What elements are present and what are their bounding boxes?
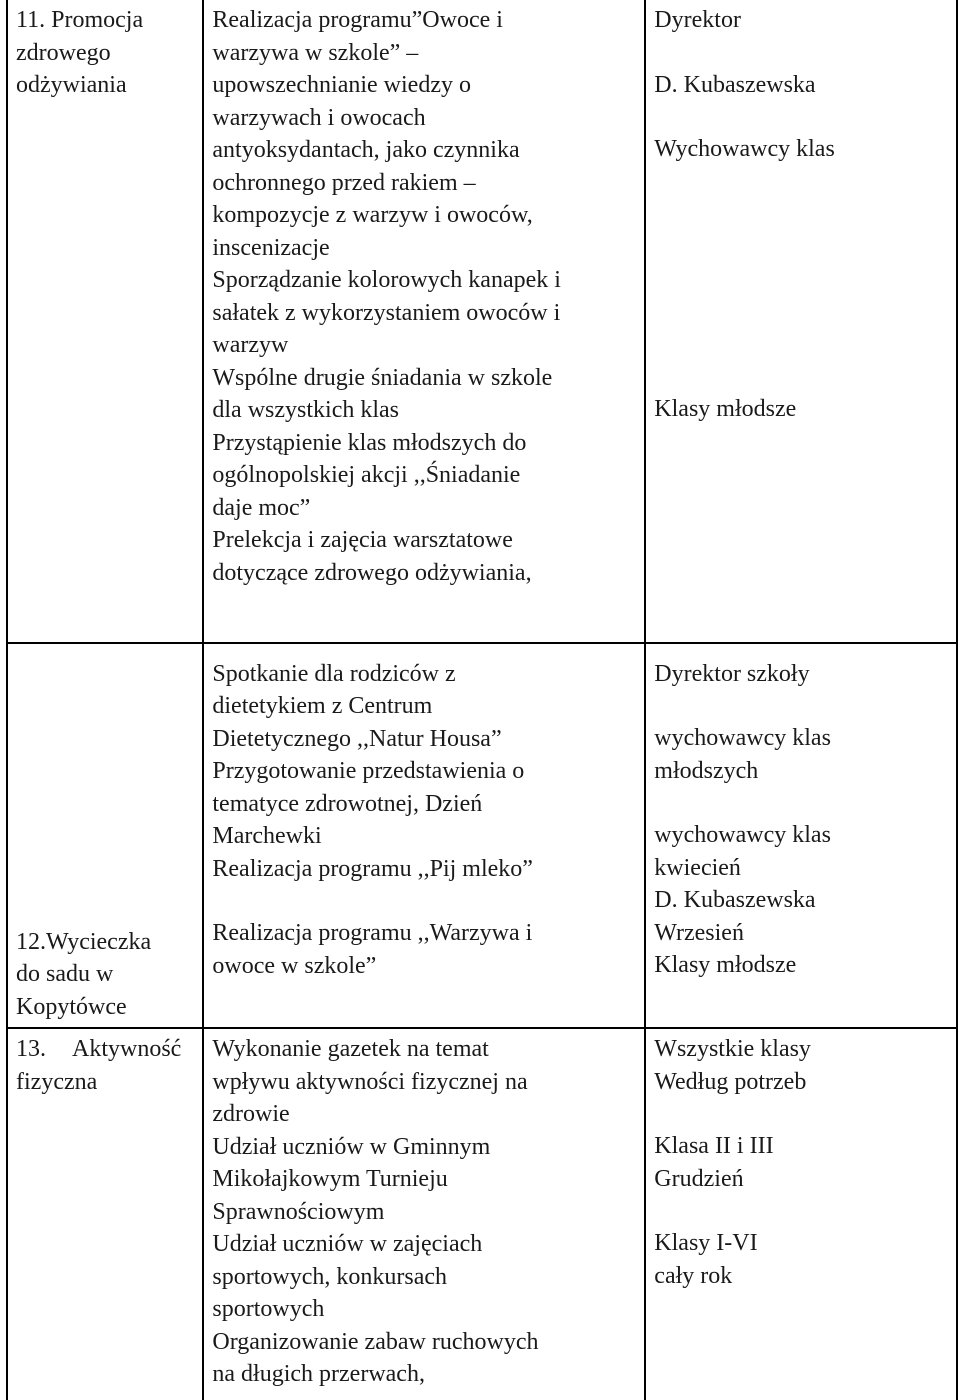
activity-line: Wykonanie gazetek na temat (212, 1036, 489, 1063)
activity-line: upowszechnianie wiedzy o (212, 72, 471, 98)
activity-line: inscenizacje (212, 234, 330, 261)
activity-line: Marchewki (212, 823, 322, 850)
table-row (7, 0, 957, 643)
activity-line: ogólnopolskiej akcji ,,Śniadanie (212, 462, 521, 488)
activity-line: dotyczące zdrowego odżywiania, (212, 559, 532, 586)
responsible-cell (645, 643, 957, 1028)
activities-cell (203, 643, 645, 1028)
responsible-cell (645, 0, 957, 643)
responsible-line: cały rok (654, 1262, 733, 1289)
activity-line: Realizacja programu”Owoce i (212, 7, 503, 33)
activity-line: warzyw (212, 332, 289, 358)
topic-cell (7, 643, 203, 1028)
activity-line: warzywach i owocach (212, 104, 426, 131)
topic-cell (7, 0, 203, 643)
activity-line: warzywa w szkole” – (212, 39, 419, 66)
activity-line: daje moc” (212, 494, 311, 521)
activity-line: dietetykiem z Centrum (212, 693, 433, 720)
topic-line: 12.Wycieczka (16, 928, 152, 955)
responsible-line: kwiecień (654, 854, 741, 881)
responsible-line: Według potrzeb (654, 1068, 807, 1095)
topic-line: 11. Promocja (16, 7, 144, 33)
responsible-line: D. Kubaszewska (654, 887, 816, 914)
activity-line: kompozycje z warzyw i owoców, (212, 202, 533, 228)
responsible-line: wychowawcy klas (654, 822, 831, 849)
activity-line: Spotkanie dla rodziców z (212, 660, 456, 687)
responsible-line: wychowawcy klas (654, 725, 831, 752)
responsible-target: Klasy młodsze (654, 395, 797, 422)
activity-line: Realizacja programu ,,Warzywa i (212, 920, 533, 947)
activity-line: zdrowie (212, 1101, 290, 1128)
responsible-name: D. Kubaszewska (654, 71, 816, 98)
activity-line: Mikołajkowym Turnieju (212, 1166, 448, 1193)
topic-word: Aktywność (72, 1036, 182, 1063)
activity-line: dla wszystkich klas (212, 397, 400, 423)
activity-line: Organizowanie zabaw ruchowych (212, 1328, 539, 1355)
topic-line: zdrowego (16, 39, 111, 66)
responsible-line: Grudzień (654, 1165, 744, 1192)
activity-line: Prelekcja i zajęcia warsztatowe (212, 527, 513, 553)
activity-line: Przygotowanie przedstawienia o (212, 758, 525, 785)
topic-line: Kopytówce (16, 993, 127, 1020)
responsible-line: Klasa II i III (654, 1133, 774, 1160)
topic-line: fizyczna (16, 1068, 98, 1095)
activity-line: ochronnego przed rakiem – (212, 169, 476, 196)
responsible-teachers: Wychowawcy klas (654, 136, 835, 162)
responsible-cell (645, 1028, 957, 1400)
activity-line: Wspólne drugie śniadania w szkole (212, 364, 553, 391)
activity-line: sportowych (212, 1296, 325, 1323)
activity-line: antyoksydantach, jako czynnika (212, 137, 520, 163)
responsible-line: Wszystkie klasy (654, 1036, 811, 1063)
responsible-line: Klasy I-VI (654, 1230, 758, 1257)
responsible-line: Klasy młodsze (654, 952, 797, 979)
activities-cell (203, 1028, 645, 1400)
activities-cell (203, 0, 645, 643)
activity-line: Sporządzanie kolorowych kanapek i (212, 267, 561, 293)
activity-line: na długich przerwach, (212, 1361, 425, 1388)
activity-line: sportowych, konkursach (212, 1263, 448, 1290)
table-row (7, 1028, 957, 1400)
activity-line: Dietetycznego ,,Natur Housa” (212, 725, 502, 752)
activity-line: Realizacja programu ,,Pij mleko” (212, 855, 533, 882)
activity-line: owoce w szkole” (212, 952, 377, 979)
activity-line: tematyce zdrowotnej, Dzień (212, 790, 483, 817)
activity-line: wpływu aktywności fizycznej na (212, 1068, 528, 1095)
activity-line: Sprawnościowym (212, 1198, 385, 1225)
activity-line: Przystąpienie klas młodszych do (212, 429, 527, 456)
topic-line: odżywiania (16, 72, 127, 98)
responsible-line: młodszych (654, 757, 759, 784)
activity-line: sałatek z wykorzystaniem owoców i (212, 299, 561, 326)
topic-number: 13. (16, 1036, 46, 1063)
table-row (7, 643, 957, 1028)
topic-cell (7, 1028, 203, 1400)
topic-line: do sadu w (16, 961, 114, 988)
responsible-lead: Dyrektor (654, 7, 741, 33)
activity-table (6, 0, 958, 1400)
responsible-line: Dyrektor szkoły (654, 660, 810, 687)
activity-line: Udział uczniów w zajęciach (212, 1231, 483, 1258)
activity-line: Udział uczniów w Gminnym (212, 1133, 491, 1160)
topic-line (16, 1033, 196, 1066)
responsible-line: Wrzesień (654, 919, 744, 946)
